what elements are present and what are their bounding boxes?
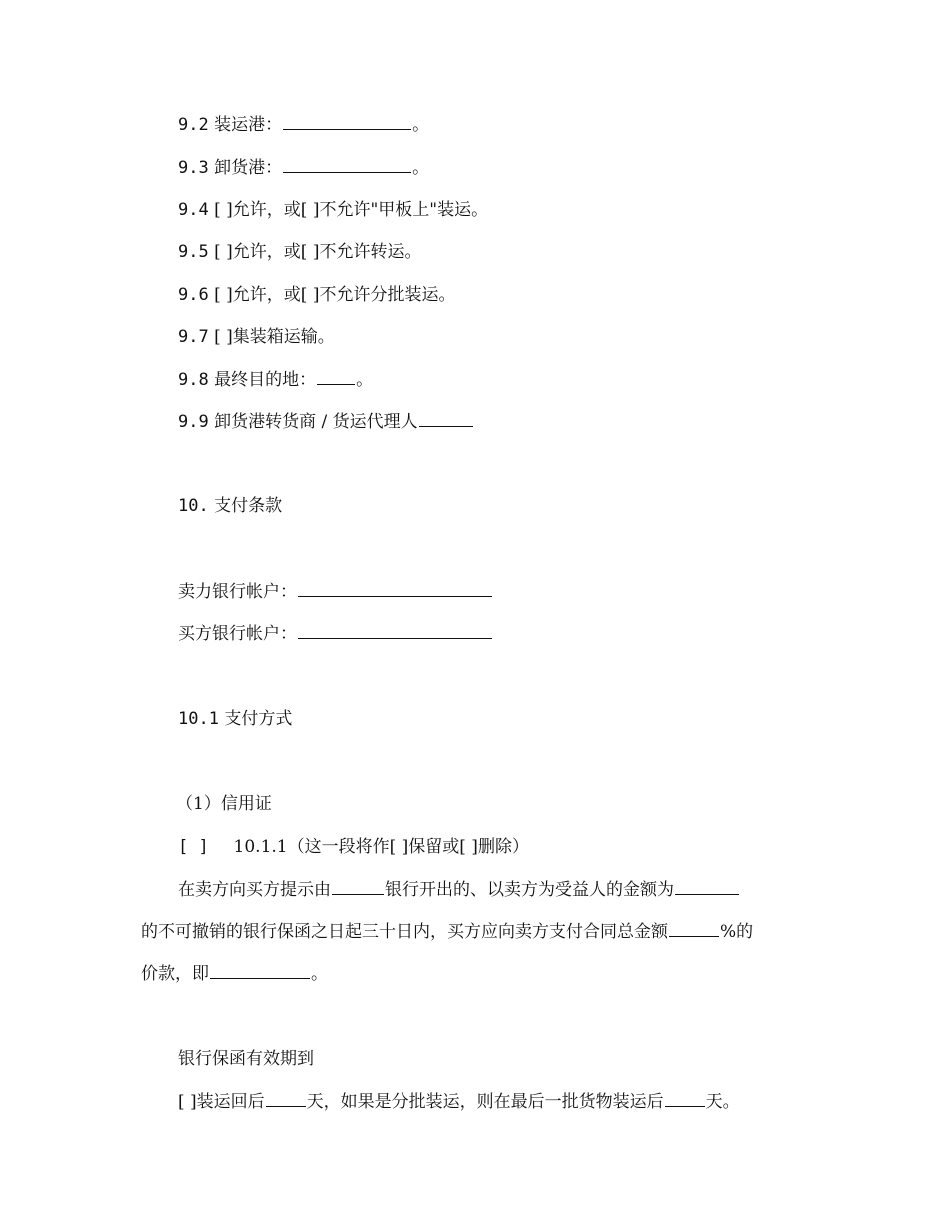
para1-line2 xyxy=(141,920,753,944)
para-text: %的 xyxy=(720,922,754,942)
discharge-port-blank[interactable] xyxy=(283,156,411,173)
buyer-bank-account xyxy=(178,622,493,646)
seller-bank-blank[interactable] xyxy=(298,580,492,597)
seller-bank-account xyxy=(178,580,493,604)
buyer-bank-blank[interactable] xyxy=(298,622,492,639)
section-title: 支付条款 xyxy=(214,496,283,516)
clause-number: 9.9 xyxy=(178,412,209,432)
clause-9-5 xyxy=(178,240,421,264)
section-title: 支付方式 xyxy=(224,709,293,729)
para-text: 天，如果是分批装运，则在最后一批货物装运后 xyxy=(306,1092,664,1112)
clause-10-1-1 xyxy=(178,835,529,859)
para-text: 价款，即 xyxy=(141,964,209,984)
para-text: 。 xyxy=(311,964,328,984)
option-checkbox[interactable]: [ ] xyxy=(178,837,209,857)
clause-9-9 xyxy=(178,410,474,434)
para-text: 银行开出的、以卖方为受益人的金额为 xyxy=(385,880,674,900)
clause-end: 。 xyxy=(356,370,374,390)
clause-text: [ ]允许，或[ ]不允许转运。 xyxy=(214,242,422,262)
clause-9-8 xyxy=(178,368,373,392)
clause-text: [ ]允许，或[ ]不允许分批装运。 xyxy=(214,285,456,305)
clause-text: [ ]集装箱运输。 xyxy=(214,327,335,347)
clause-label: 卸货港： xyxy=(214,158,283,178)
clause-end: 。 xyxy=(412,158,430,178)
price-amount-blank[interactable] xyxy=(210,962,310,979)
percentage-blank[interactable] xyxy=(669,920,719,937)
guarantee-amount-blank[interactable] xyxy=(675,878,739,895)
para-text: 天。 xyxy=(705,1092,740,1112)
section-10-heading xyxy=(178,494,282,518)
days-after-last-shipment-blank[interactable] xyxy=(665,1090,705,1107)
section-number: 10. xyxy=(178,496,209,516)
clause-number: 9.6 xyxy=(178,285,209,305)
clause-number: 9.3 xyxy=(178,158,209,178)
clause-9-7 xyxy=(178,325,335,349)
clause-number: 9.2 xyxy=(178,115,209,135)
forwarding-agent-blank[interactable] xyxy=(419,410,473,427)
seller-bank-label: 卖力银行帐户： xyxy=(178,582,297,602)
clause-label: 装运港： xyxy=(214,115,283,135)
clause-number: 9.5 xyxy=(178,242,209,262)
letter-of-credit-heading xyxy=(176,792,272,816)
para-text: [ ]装运回后 xyxy=(178,1092,265,1112)
para-text: 在卖方向买方提示由 xyxy=(178,880,331,900)
clause-end: 。 xyxy=(412,115,430,135)
clause-label: 最终目的地： xyxy=(214,370,317,390)
clause-number: 9.8 xyxy=(178,370,209,390)
para2-line xyxy=(178,1090,740,1114)
clause-9-3 xyxy=(178,156,429,180)
clause-text: [ ]允许，或[ ]不允许"甲板上"装运。 xyxy=(214,200,489,220)
para1-line3 xyxy=(141,962,328,986)
issuing-bank-blank[interactable] xyxy=(332,878,384,895)
guarantee-title: 银行保函有效期到 xyxy=(178,1049,314,1069)
clause-9-6 xyxy=(178,283,455,307)
clause-9-2 xyxy=(178,113,429,137)
clause-number: 9.4 xyxy=(178,200,209,220)
clause-text: 10.1.1（这一段将作[ ]保留或[ ]删除） xyxy=(233,837,529,857)
lc-title: （1）信用证 xyxy=(176,794,272,814)
para1-line1 xyxy=(178,878,740,902)
clause-label: 卸货港转货商 / 货运代理人 xyxy=(214,412,418,432)
buyer-bank-label: 买方银行帐户： xyxy=(178,624,297,644)
section-10-1-heading xyxy=(178,707,292,731)
final-destination-blank[interactable] xyxy=(317,368,355,385)
clause-9-4 xyxy=(178,198,488,222)
guarantee-validity-heading xyxy=(178,1047,314,1071)
clause-number: 9.7 xyxy=(178,327,209,347)
para-text: 的不可撤销的银行保函之日起三十日内，买方应向卖方支付合同总金额 xyxy=(141,922,668,942)
section-number: 10.1 xyxy=(178,709,219,729)
loading-port-blank[interactable] xyxy=(283,113,411,130)
days-after-shipment-blank[interactable] xyxy=(266,1090,306,1107)
